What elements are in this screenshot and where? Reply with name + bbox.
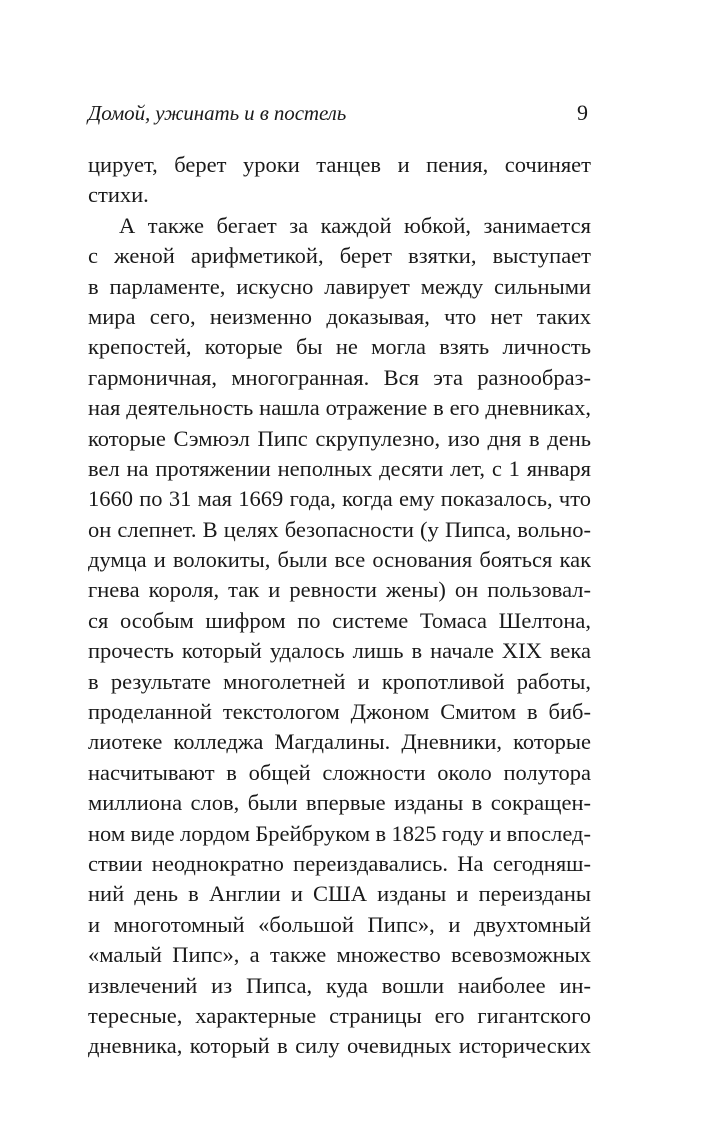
page-number: 9: [577, 100, 588, 125]
text-line: 1660 по 31 мая 1669 года, когда ему показалось, что: [88, 486, 591, 512]
text-line: мира сего, неизменно доказывая, что нет таких: [88, 303, 591, 329]
text-line: ний день в Англии и США изданы и переизданы: [88, 881, 591, 907]
text-line: прочесть который удалось лишь в начале XIX века: [88, 638, 591, 664]
text-line: он слепнет. В целях безопасности (у Пипса, вольно-: [88, 516, 591, 542]
text-line: ся особым шифром по системе Томаса Шелтона,: [88, 607, 591, 633]
text-line: проделанной текстологом Джоном Смитом в биб-: [88, 699, 591, 725]
text-line: насчитывают в общей сложности около полутора: [88, 759, 591, 785]
text-line: думца и волокиты, были все основания бояться как: [88, 547, 591, 573]
text-line: гнева короля, так и ревности жены) он пользовал-: [88, 577, 591, 603]
text-line: с женой арифметикой, берет взятки, выступает: [88, 243, 591, 269]
text-line: миллиона слов, были впервые изданы в сокращен-: [88, 790, 591, 816]
running-title: Домой, ужинать и в постель: [88, 101, 347, 125]
text-line: крепостей, которые бы не могла взять личность: [88, 334, 591, 360]
text-line: ствии неоднократно переиздавались. На сегодняш-: [88, 850, 591, 876]
text-line: в парламенте, искусно лавирует между сильными: [88, 273, 591, 299]
text-line: «малый Пипс», а также множество всевозможных: [88, 942, 591, 968]
text-line: в результате многолетней и кропотливой работы,: [88, 668, 591, 694]
text-line: цирует, берет уроки танцев и пения, сочиняет: [88, 152, 591, 177]
text-line: стихи.: [88, 182, 149, 208]
text-line: ном виде лордом Брейбруком в 1825 году и впослед-: [88, 820, 591, 846]
text-line: которые Сэмюэл Пипс скрупулезно, изо дня в день: [88, 425, 591, 451]
body-text: [88, 150, 591, 1062]
page-header: [88, 98, 588, 128]
text-line: А также бегает за каждой юбкой, занимается: [119, 212, 591, 238]
text-line: и многотомный «большой Пипс», и двухтомный: [88, 911, 591, 937]
text-line: извлечений из Пипса, куда вошли наиболее ин-: [88, 972, 591, 998]
text-line: дневника, который в силу очевидных исторических: [88, 1033, 591, 1059]
text-line: гармоничная, многогранная. Вся эта разнообраз-: [88, 364, 591, 390]
text-line: ная деятельность нашла отражение в его дневниках,: [88, 395, 591, 421]
text-line: тересные, характерные страницы его гигантского: [88, 1002, 591, 1028]
text-line: лиотеке колледжа Магдалины. Дневники, которые: [88, 729, 591, 755]
text-line: вел на протяжении неполных десяти лет, с 1 января: [88, 455, 591, 481]
